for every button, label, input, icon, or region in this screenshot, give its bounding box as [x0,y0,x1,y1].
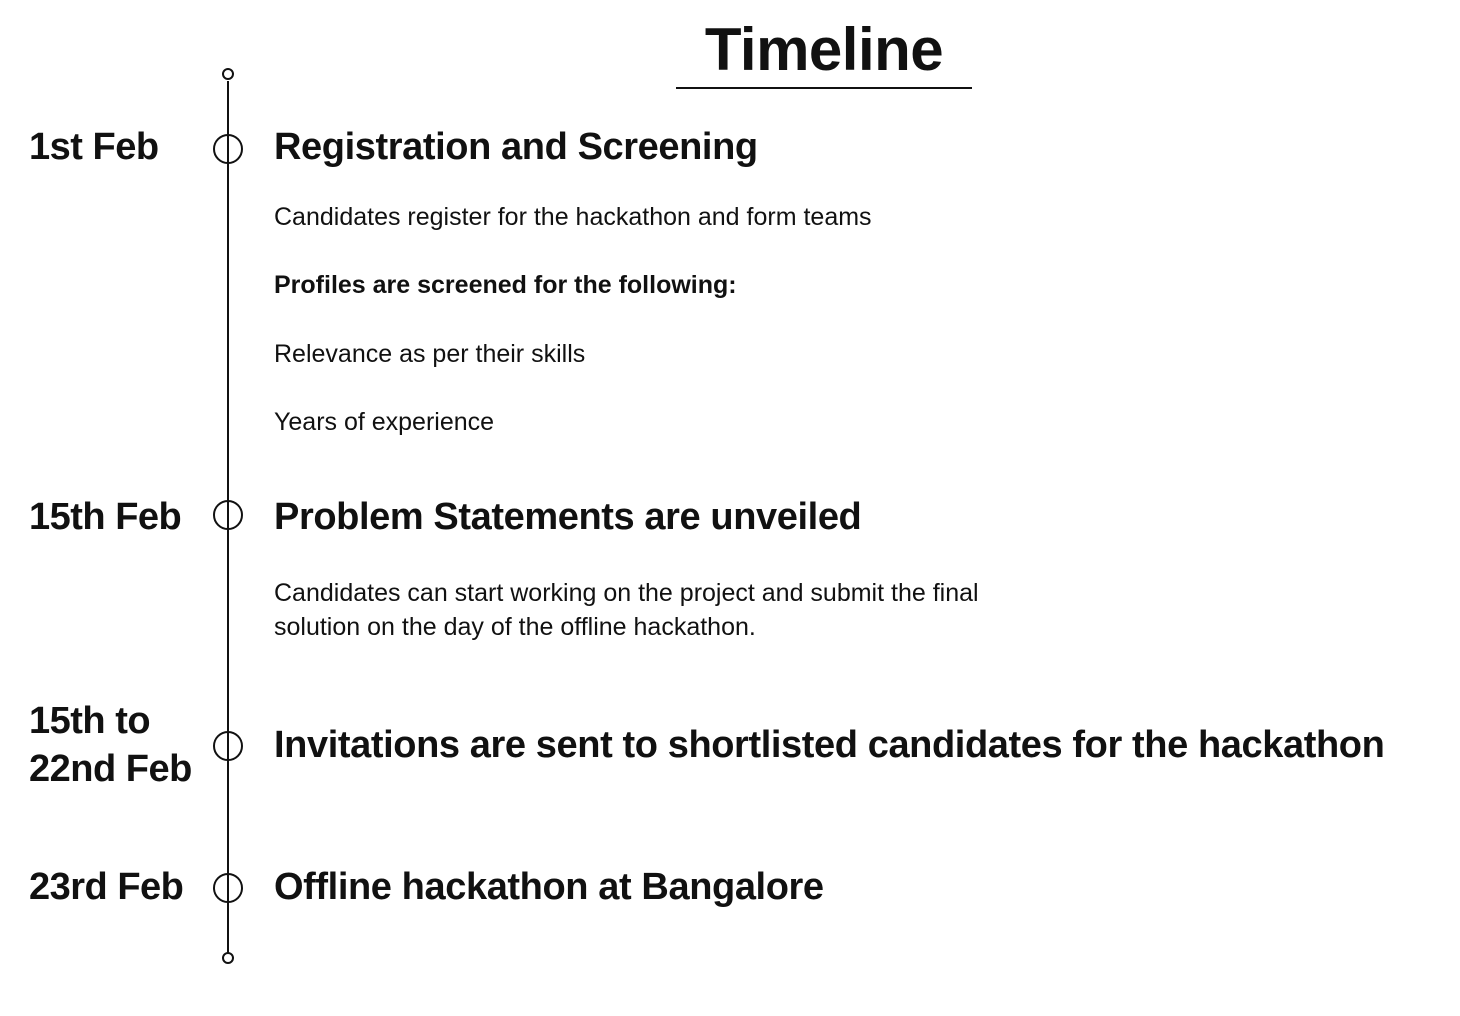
event-date: 1st Feb [29,126,159,168]
event-detail: Relevance as per their skills [274,340,586,368]
event-detail: Candidates can start working on the project and submit the final [274,579,979,607]
page-title: Timeline [704,16,944,83]
timeline-end-dot [222,952,234,964]
event-detail: solution on the day of the offline hackathon. [274,613,756,641]
event-title: Problem Statements are unveiled [274,496,862,538]
timeline-start-dot [222,68,234,80]
event-title: Invitations are sent to shortlisted candidates for the hackathon [274,724,1385,766]
timeline-node [213,873,243,903]
event-detail-heading: Profiles are screened for the following: [274,271,737,299]
timeline-node [213,731,243,761]
event-date: 23rd Feb [29,866,184,908]
title-underline [676,87,972,89]
timeline-node [213,134,243,164]
event-date: 15th Feb [29,496,182,538]
timeline-node [213,500,243,530]
event-date-line2: 22nd Feb [29,748,192,790]
event-detail: Years of experience [274,408,495,436]
event-title: Registration and Screening [274,126,758,168]
event-title: Offline hackathon at Bangalore [274,866,824,908]
event-detail: Candidates register for the hackathon and form teams [274,203,872,231]
event-date-line1: 15th to [29,700,151,742]
